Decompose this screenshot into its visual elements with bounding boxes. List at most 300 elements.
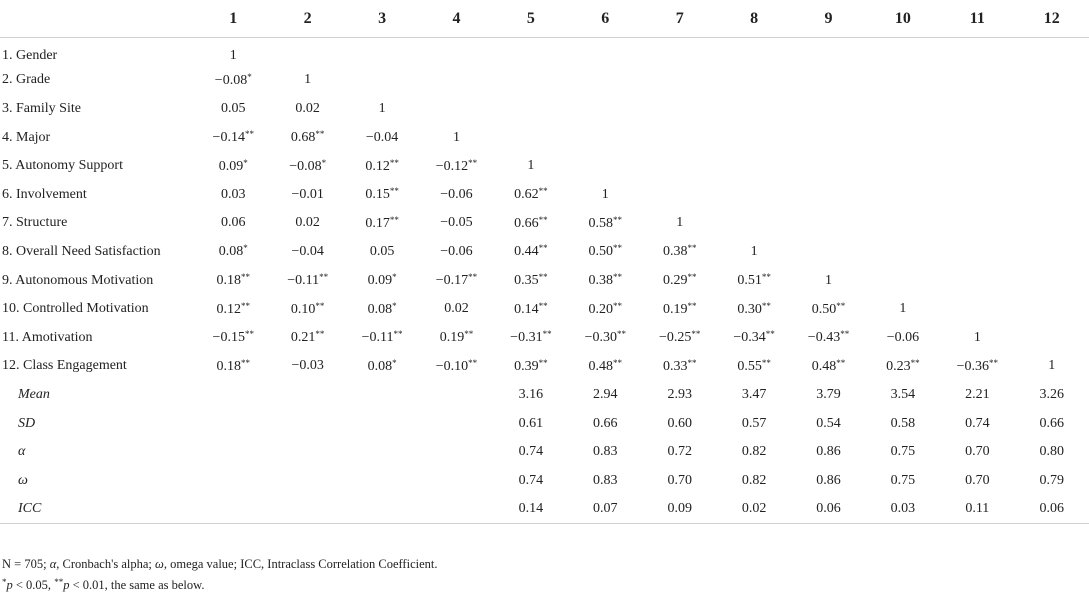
table-cell: [270, 266, 344, 295]
significance-marker: **: [765, 329, 775, 340]
cell-value: 0.70: [667, 472, 692, 488]
table-cell: [717, 323, 791, 352]
cell-value: 2.93: [667, 386, 692, 402]
table-cell: [419, 409, 493, 438]
table-cell: [866, 438, 940, 467]
table-cell: [419, 66, 493, 95]
cell-value: 0.33: [662, 358, 688, 374]
table-cell: [270, 123, 344, 152]
note-alpha: α: [49, 557, 57, 571]
table-cell: [1015, 323, 1089, 352]
table-cell: [196, 38, 270, 67]
table-cell: [1015, 295, 1089, 324]
table-cell: [345, 295, 419, 324]
table-cell: [419, 95, 493, 124]
table-row: [0, 180, 1089, 209]
table-cell: [642, 381, 716, 410]
significance-marker: **: [836, 300, 846, 311]
table-cell: [494, 38, 568, 67]
table-cell: [494, 323, 568, 352]
table-cell: [866, 323, 940, 352]
note-line-1: [2, 555, 438, 573]
significance-marker: **: [687, 272, 697, 283]
table-cell: [270, 495, 344, 524]
cell-value: 0.03: [890, 501, 916, 517]
note-text: , Cronbach's alpha;: [56, 557, 156, 571]
significance-marker: *: [392, 300, 397, 311]
cell-value: 3.26: [1039, 386, 1064, 402]
significance-marker: **: [616, 329, 626, 340]
table-cell: [717, 152, 791, 181]
note-text: N = 705;: [2, 557, 50, 571]
table-cell: [196, 66, 270, 95]
cell-value: 1: [452, 129, 460, 145]
table-cell: [568, 152, 642, 181]
cell-value: 0.82: [741, 472, 767, 488]
significance-marker: **: [538, 272, 548, 283]
significance-marker: **: [468, 157, 478, 168]
stat-row: [0, 381, 1089, 410]
significance-marker: **: [836, 357, 846, 368]
table-row: [0, 323, 1089, 352]
table-cell: [642, 238, 716, 267]
significance-marker: **: [241, 272, 250, 283]
table-cell: [1015, 352, 1089, 381]
table-cell: [419, 466, 493, 495]
cell-value: −0.11: [361, 330, 394, 346]
cell-value: −0.04: [365, 129, 399, 145]
table-cell: [1015, 466, 1089, 495]
table-notes: [2, 555, 438, 594]
significance-marker: **: [691, 329, 701, 340]
table-cell: [196, 352, 270, 381]
cell-value: 0.62: [514, 187, 539, 203]
table-cell: [940, 180, 1014, 209]
significance-marker: **: [840, 329, 850, 340]
table-cell: [196, 123, 270, 152]
column-header: 2: [303, 9, 312, 27]
table-cell: [270, 152, 344, 181]
table-cell: [270, 295, 344, 324]
significance-marker: *: [243, 157, 248, 168]
cell-value: 0.66: [514, 215, 539, 231]
table-cell: [940, 409, 1014, 438]
table-cell: [270, 323, 344, 352]
table-cell: [270, 409, 344, 438]
row-label: 9. Autonomous Motivation: [2, 272, 154, 288]
significance-marker: **: [687, 357, 697, 368]
cell-value: −0.30: [584, 330, 617, 346]
cell-value: 0.10: [290, 301, 316, 317]
table-cell: [568, 66, 642, 95]
row-label: SD: [18, 415, 36, 431]
table-cell: [419, 295, 493, 324]
table-cell: [866, 209, 940, 238]
table-cell: [196, 95, 270, 124]
cell-value: 0.29: [662, 273, 688, 289]
cell-value: 0.75: [890, 444, 916, 460]
table-cell: [866, 123, 940, 152]
table-cell: [196, 180, 270, 209]
cell-value: 0.82: [741, 444, 767, 460]
cell-value: 0.66: [593, 415, 618, 431]
significance-marker: *: [392, 272, 397, 283]
table-cell: [494, 66, 568, 95]
cell-value: 2.94: [593, 386, 618, 402]
table-cell: [494, 180, 568, 209]
table-cell: [866, 409, 940, 438]
table-cell: [642, 466, 716, 495]
cell-value: 0.08: [367, 301, 393, 317]
table-cell: [494, 466, 568, 495]
significance-marker: **: [538, 357, 548, 368]
cell-value: 0.19: [662, 301, 688, 317]
table-cell: [1015, 66, 1089, 95]
table-cell: [1015, 438, 1089, 467]
cell-value: 0.74: [965, 415, 990, 431]
row-label: Mean: [18, 386, 50, 402]
table-cell: [866, 295, 940, 324]
note-text: < 0.05,: [12, 578, 55, 592]
cell-value: 1: [973, 329, 981, 345]
table-cell: [270, 381, 344, 410]
column-header: 11: [969, 9, 985, 27]
cell-value: 0.06: [221, 215, 246, 231]
cell-value: 0.15: [365, 187, 390, 203]
table-cell: [568, 95, 642, 124]
table-cell: [568, 266, 642, 295]
cell-value: 0.68: [290, 130, 316, 146]
note-sup: **: [54, 577, 64, 587]
column-header: 10: [894, 9, 911, 27]
table-cell: [568, 38, 642, 67]
table-cell: [196, 323, 270, 352]
table-cell: [642, 295, 716, 324]
cell-value: −0.06: [886, 329, 920, 345]
table-cell: [717, 266, 791, 295]
table-cell: [568, 409, 642, 438]
table-cell: [642, 495, 716, 524]
note-text: , omega value; ICC, Intraclass Correlation Coefficient.: [163, 557, 438, 571]
cell-value: 0.70: [965, 444, 990, 460]
cell-value: −0.34: [733, 330, 766, 346]
table-cell: [866, 266, 940, 295]
table-cell: [419, 438, 493, 467]
significance-marker: **: [613, 272, 623, 283]
cell-value: 0.06: [1039, 501, 1064, 517]
table-cell: [1015, 238, 1089, 267]
table-cell: [345, 323, 419, 352]
row-label: 3. Family Site: [2, 100, 81, 116]
cell-value: −0.06: [440, 186, 473, 202]
cell-value: −0.12: [435, 158, 469, 174]
table-cell: [419, 323, 493, 352]
significance-marker: **: [761, 357, 771, 368]
table-cell: [494, 295, 568, 324]
significance-marker: **: [315, 300, 325, 311]
table-cell: [1015, 180, 1089, 209]
table-cell: [568, 295, 642, 324]
row-label: 4. Major: [2, 129, 51, 145]
cell-value: 0.05: [221, 100, 246, 116]
row-label: ω: [18, 472, 28, 488]
cell-value: 0.30: [737, 301, 762, 317]
table-cell: [791, 152, 865, 181]
significance-marker: **: [393, 329, 403, 340]
significance-marker: *: [243, 243, 248, 254]
table-cell: [791, 38, 865, 67]
cell-value: 3.16: [518, 386, 544, 402]
table-cell: [270, 466, 344, 495]
significance-marker: **: [538, 186, 548, 197]
table-cell: [940, 295, 1014, 324]
cell-value: −0.01: [291, 186, 324, 202]
table-row: [0, 295, 1089, 324]
significance-marker: **: [989, 357, 999, 368]
row-label: 7. Structure: [2, 215, 68, 231]
table-cell: [270, 209, 344, 238]
table-cell: [345, 409, 419, 438]
table-cell: [642, 123, 716, 152]
cell-value: 2.21: [965, 386, 990, 402]
table-cell: [940, 438, 1014, 467]
cell-value: 0.74: [518, 472, 544, 488]
table-cell: [419, 209, 493, 238]
significance-marker: *: [321, 157, 327, 168]
cell-value: −0.05: [440, 215, 473, 231]
table-cell: [270, 180, 344, 209]
significance-marker: **: [464, 329, 474, 340]
table-cell: [642, 409, 716, 438]
table-cell: [568, 209, 642, 238]
cell-value: −0.08: [214, 72, 248, 88]
significance-marker: **: [389, 214, 399, 225]
table-cell: [1015, 266, 1089, 295]
significance-marker: **: [538, 214, 548, 225]
table-cell: [568, 238, 642, 267]
cell-value: −0.04: [291, 243, 324, 259]
table-cell: [791, 180, 865, 209]
cell-value: 0.86: [816, 472, 841, 488]
table-body: [0, 38, 1089, 524]
table-cell: [717, 381, 791, 410]
cell-value: 0.60: [667, 415, 692, 431]
significance-marker: **: [241, 300, 250, 311]
cell-value: 0.08: [367, 358, 393, 374]
table-cell: [196, 266, 270, 295]
table-row: [0, 238, 1089, 267]
table-row: [0, 95, 1089, 124]
cell-value: 0.83: [593, 472, 618, 488]
cell-value: 0.58: [890, 415, 916, 431]
table-cell: [345, 209, 419, 238]
table-cell: [791, 323, 865, 352]
cell-value: 0.38: [662, 244, 688, 260]
column-header: 1: [229, 9, 238, 27]
table-cell: [196, 238, 270, 267]
table-cell: [419, 352, 493, 381]
cell-value: −0.31: [510, 330, 543, 346]
table-cell: [791, 409, 865, 438]
table-cell: [270, 38, 344, 67]
stat-row: [0, 438, 1089, 467]
cell-value: 0.09: [667, 501, 692, 517]
table-cell: [270, 238, 344, 267]
table-row: [0, 209, 1089, 238]
table-cell: [494, 266, 568, 295]
table-cell: [791, 66, 865, 95]
cell-value: 0.61: [518, 415, 544, 431]
cell-value: 0.03: [221, 186, 246, 202]
cell-value: 0.23: [886, 358, 911, 374]
cell-value: 0.38: [588, 273, 614, 289]
table-cell: [791, 466, 865, 495]
table-cell: [196, 409, 270, 438]
cell-value: 1: [601, 186, 609, 202]
significance-marker: **: [613, 214, 623, 225]
cell-value: 0.80: [1039, 444, 1064, 460]
note-p: p: [6, 578, 13, 592]
cell-value: 1: [378, 100, 386, 116]
cell-value: 0.14: [514, 301, 539, 317]
cell-value: 0.19: [439, 330, 465, 346]
significance-marker: **: [687, 243, 697, 254]
cell-value: 1: [676, 215, 684, 231]
table-cell: [717, 209, 791, 238]
row-label: 12. Class Engagement: [2, 358, 127, 374]
column-header: 6: [601, 9, 610, 27]
table-cell: [866, 180, 940, 209]
significance-marker: **: [244, 329, 254, 340]
table-cell: [866, 66, 940, 95]
row-label: 6. Involvement: [2, 186, 87, 202]
table-cell: [642, 180, 716, 209]
row-label: α: [18, 444, 26, 460]
table-cell: [196, 381, 270, 410]
note-line-2: [2, 573, 438, 594]
table-cell: [1015, 123, 1089, 152]
table-cell: [196, 495, 270, 524]
table-cell: [419, 238, 493, 267]
significance-marker: **: [538, 243, 548, 254]
row-label: 1. Gender: [2, 48, 58, 64]
table-cell: [642, 66, 716, 95]
cell-value: −0.14: [212, 130, 245, 146]
table-cell: [717, 95, 791, 124]
table-cell: [494, 95, 568, 124]
significance-marker: **: [241, 357, 250, 368]
column-header: 12: [1043, 9, 1060, 27]
table-cell: [419, 266, 493, 295]
table-cell: [345, 438, 419, 467]
cell-value: 0.05: [369, 243, 395, 259]
cell-value: 1: [825, 272, 832, 288]
cell-value: 0.06: [816, 501, 841, 517]
cell-value: 0.02: [295, 215, 320, 231]
table-cell: [494, 152, 568, 181]
table-cell: [642, 438, 716, 467]
table-cell: [196, 209, 270, 238]
table-cell: [196, 466, 270, 495]
significance-marker: **: [389, 186, 399, 197]
table-cell: [270, 95, 344, 124]
significance-marker: **: [468, 357, 478, 368]
table-cell: [791, 381, 865, 410]
table-cell: [494, 209, 568, 238]
table-cell: [791, 495, 865, 524]
cell-value: 0.14: [518, 501, 544, 517]
cell-value: −0.08: [289, 158, 322, 174]
table-cell: [494, 495, 568, 524]
table-cell: [568, 123, 642, 152]
column-header: 8: [750, 9, 759, 27]
table-row: [0, 352, 1089, 381]
table-cell: [791, 295, 865, 324]
table-cell: [717, 495, 791, 524]
header-row: [0, 0, 1089, 38]
table-cell: [494, 438, 568, 467]
cell-value: 0.02: [741, 501, 767, 517]
table-cell: [568, 495, 642, 524]
cell-value: 0.58: [588, 215, 614, 231]
significance-marker: **: [761, 300, 771, 311]
table-cell: [345, 238, 419, 267]
table-cell: [642, 323, 716, 352]
table-cell: [568, 466, 642, 495]
table-cell: [494, 381, 568, 410]
cell-value: 0.07: [593, 501, 618, 517]
table-cell: [717, 38, 791, 67]
table-cell: [717, 295, 791, 324]
table-cell: [866, 152, 940, 181]
row-label: 5. Autonomy Support: [2, 158, 123, 174]
cell-value: −0.06: [440, 243, 473, 259]
table-cell: [642, 152, 716, 181]
note-text: < 0.01, the same as below.: [69, 578, 205, 592]
cell-value: 0.79: [1039, 472, 1064, 488]
table-cell: [866, 95, 940, 124]
cell-value: −0.11: [287, 273, 320, 289]
table-row: [0, 66, 1089, 95]
table-cell: [791, 238, 865, 267]
table-cell: [568, 323, 642, 352]
table-cell: [345, 381, 419, 410]
table-row: [0, 266, 1089, 295]
table-cell: [1015, 152, 1089, 181]
stat-row: [0, 495, 1089, 524]
table-cell: [717, 66, 791, 95]
table-cell: [419, 180, 493, 209]
significance-marker: **: [244, 129, 254, 140]
table-cell: [1015, 409, 1089, 438]
cell-value: 0.18: [216, 358, 241, 374]
note-p: p: [63, 578, 70, 592]
table-cell: [196, 438, 270, 467]
table-cell: [270, 352, 344, 381]
column-header: 9: [824, 9, 833, 27]
significance-marker: **: [319, 272, 329, 283]
table-cell: [866, 495, 940, 524]
cell-value: 0.17: [365, 215, 390, 231]
table-cell: [345, 95, 419, 124]
cell-value: 0.18: [216, 273, 241, 289]
significance-marker: **: [613, 300, 623, 311]
table-cell: [866, 238, 940, 267]
table-cell: [642, 209, 716, 238]
table-cell: [568, 438, 642, 467]
row-label: 8. Overall Need Satisfaction: [2, 243, 161, 259]
table-cell: [791, 95, 865, 124]
